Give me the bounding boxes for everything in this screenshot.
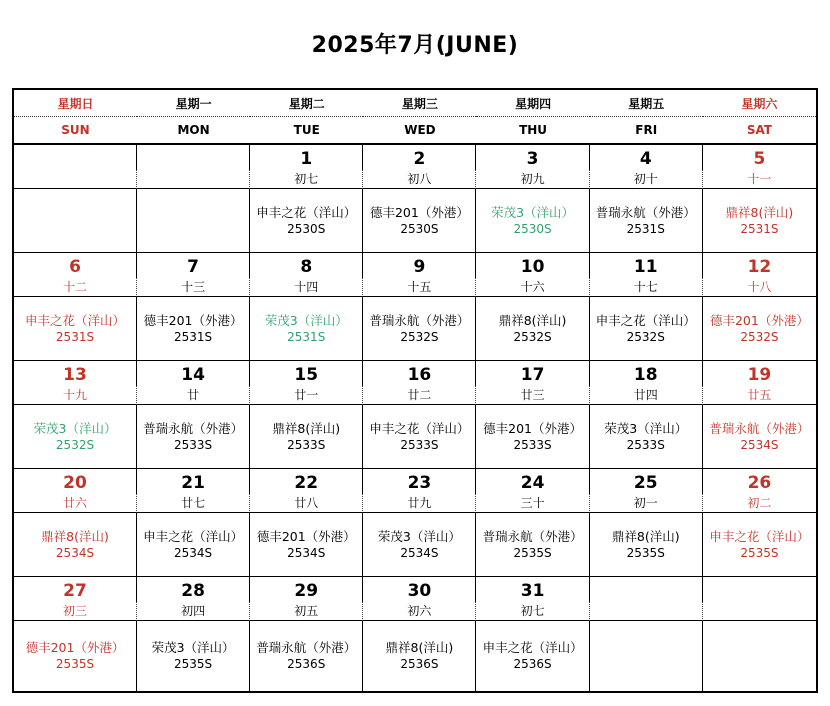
lunar-date-cell xyxy=(703,602,816,621)
day-number-cell xyxy=(363,361,476,386)
weekday-en-mon: MON xyxy=(137,117,250,145)
lunar-date: 初三 xyxy=(62,604,87,618)
schedule-cell xyxy=(363,405,476,469)
day-number: 26 xyxy=(747,473,772,493)
day-number: 27 xyxy=(63,581,87,601)
vessel-name: 普瑞永航（外港） xyxy=(482,528,583,544)
weekday-cn-mon: 星期一 xyxy=(137,90,250,117)
schedule-cell xyxy=(250,405,363,469)
lunar-date: 初七 xyxy=(294,172,319,186)
voyage-number: 2532S xyxy=(55,437,95,452)
schedule-cell xyxy=(363,189,476,253)
schedule-cell xyxy=(703,189,816,253)
voyage-number: 2535S xyxy=(626,545,665,560)
day-number-cell xyxy=(590,361,703,386)
weekday-en-fri: FRI xyxy=(590,117,703,145)
schedule-cell xyxy=(14,405,137,469)
voyage-number: 2536S xyxy=(287,657,326,671)
lunar-date: 三十 xyxy=(520,496,545,510)
lunar-date: 廿五 xyxy=(747,388,772,402)
lunar-date-cell xyxy=(363,278,476,297)
weekday-cn-thu: 星期四 xyxy=(476,90,589,117)
voyage-number: 2530S xyxy=(287,221,326,236)
day-number: 28 xyxy=(181,581,205,601)
vessel-name: 德丰201（外港） xyxy=(143,312,243,328)
schedule-cell xyxy=(14,297,137,361)
schedule-cell xyxy=(590,405,703,469)
day-number: 1 xyxy=(300,149,313,169)
lunar-date-cell xyxy=(14,170,137,189)
lunar-date-cell xyxy=(703,170,816,189)
vessel-name: 申丰之花（洋山） xyxy=(369,420,470,436)
day-number: 9 xyxy=(413,257,426,277)
voyage-number: 2533S xyxy=(513,437,552,452)
voyage-number: 2535S xyxy=(55,657,95,671)
vessel-name: 普瑞永航（外港） xyxy=(256,640,357,655)
weekday-cn-tue: 星期二 xyxy=(250,90,363,117)
voyage-number: 2534S xyxy=(287,545,326,560)
day-number: 2 xyxy=(413,149,426,169)
lunar-date-cell xyxy=(703,278,816,297)
day-number-cell xyxy=(363,145,476,170)
schedule-cell xyxy=(590,513,703,577)
voyage-number: 2536S xyxy=(400,657,439,671)
schedule-cell xyxy=(703,513,816,577)
schedule-cell xyxy=(137,513,250,577)
voyage-number: 2535S xyxy=(740,545,779,560)
day-number-cell xyxy=(476,577,589,602)
voyage-number: 2533S xyxy=(287,437,326,452)
voyage-number: 2534S xyxy=(55,545,95,560)
day-number: 25 xyxy=(633,473,658,493)
lunar-date: 十五 xyxy=(407,280,432,294)
lunar-date-cell xyxy=(137,278,250,297)
lunar-date-cell xyxy=(363,602,476,621)
schedule-cell xyxy=(476,189,589,253)
lunar-date: 廿三 xyxy=(520,388,545,402)
lunar-date: 廿四 xyxy=(633,388,658,402)
lunar-date-cell xyxy=(14,386,137,405)
weekday-en-sun: SUN xyxy=(14,117,137,145)
schedule-cell xyxy=(137,621,250,691)
schedule-cell xyxy=(476,513,589,577)
lunar-date-cell xyxy=(476,494,589,513)
lunar-date-cell xyxy=(590,386,703,405)
lunar-date-cell xyxy=(250,170,363,189)
day-number: 8 xyxy=(300,257,313,277)
lunar-date-cell xyxy=(363,170,476,189)
day-number-cell xyxy=(476,145,589,170)
page-title: 2025年7月(JUNE) xyxy=(311,33,519,58)
vessel-name: 德丰201（外港） xyxy=(369,204,469,220)
vessel-name: 德丰201（外港） xyxy=(25,640,125,655)
day-number-cell xyxy=(703,577,816,602)
day-number: 29 xyxy=(294,581,319,601)
lunar-date-cell xyxy=(250,278,363,297)
vessel-name: 普瑞永航（外港） xyxy=(595,204,696,220)
voyage-number: 2531S xyxy=(174,329,213,344)
vessel-name: 申丰之花（洋山） xyxy=(256,204,357,220)
lunar-date-cell xyxy=(363,494,476,513)
lunar-date: 十六 xyxy=(520,280,545,294)
schedule-cell xyxy=(590,189,703,253)
vessel-name: 鼎祥8(洋山) xyxy=(272,420,341,436)
day-number-cell xyxy=(137,469,250,494)
day-number-cell xyxy=(137,577,250,602)
vessel-name: 荣茂3（洋山） xyxy=(604,420,688,436)
voyage-number: 2532S xyxy=(740,329,779,344)
day-number: 11 xyxy=(633,257,658,277)
schedule-cell xyxy=(14,621,137,691)
vessel-name: 普瑞永航（外港） xyxy=(369,312,470,328)
lunar-date-cell xyxy=(703,386,816,405)
lunar-date: 十九 xyxy=(62,388,87,402)
schedule-cell xyxy=(250,621,363,691)
weekday-en-sat: SAT xyxy=(703,117,816,145)
lunar-date: 廿 xyxy=(187,388,200,402)
schedule-cell xyxy=(137,297,250,361)
schedule-cell xyxy=(703,405,816,469)
day-number: 20 xyxy=(63,473,87,493)
lunar-date-cell xyxy=(250,494,363,513)
schedule-cell xyxy=(476,405,589,469)
lunar-date-cell xyxy=(363,386,476,405)
day-number: 14 xyxy=(181,365,205,385)
schedule-cell xyxy=(476,297,589,361)
day-number: 5 xyxy=(753,149,766,169)
voyage-number: 2533S xyxy=(174,437,213,452)
day-number-cell xyxy=(250,469,363,494)
vessel-name: 鼎祥8(洋山) xyxy=(41,528,109,544)
weekday-cn-fri: 星期五 xyxy=(590,90,703,117)
vessel-name: 荣茂3（洋山） xyxy=(33,420,117,436)
day-number-cell xyxy=(703,469,816,494)
lunar-date: 初九 xyxy=(520,172,545,186)
schedule-cell xyxy=(137,405,250,469)
day-number-cell xyxy=(137,361,250,386)
weekday-cn-wed: 星期三 xyxy=(363,90,476,117)
day-number-cell xyxy=(14,361,137,386)
calendar-table xyxy=(12,88,818,693)
vessel-name: 申丰之花（洋山） xyxy=(24,312,125,328)
voyage-number: 2531S xyxy=(740,221,779,236)
vessel-name: 荣茂3（洋山） xyxy=(491,204,575,220)
lunar-date: 廿一 xyxy=(294,388,319,402)
day-number-cell xyxy=(363,577,476,602)
lunar-date-cell xyxy=(250,386,363,405)
schedule-cell xyxy=(363,297,476,361)
voyage-number: 2533S xyxy=(400,437,439,452)
day-number-cell xyxy=(476,469,589,494)
day-number: 23 xyxy=(407,473,432,493)
voyage-number: 2534S xyxy=(174,545,213,560)
lunar-date: 初二 xyxy=(747,496,772,510)
day-number-cell xyxy=(476,361,589,386)
day-number-cell xyxy=(703,361,816,386)
lunar-date: 廿二 xyxy=(407,388,432,402)
vessel-name: 普瑞永航（外港） xyxy=(143,420,244,436)
lunar-date: 初八 xyxy=(407,172,432,186)
lunar-date-cell xyxy=(590,494,703,513)
day-number-cell xyxy=(137,145,250,170)
voyage-number: 2532S xyxy=(400,329,439,344)
schedule-cell xyxy=(14,189,137,253)
schedule-cell xyxy=(363,621,476,691)
lunar-date-cell xyxy=(137,494,250,513)
lunar-date: 初十 xyxy=(633,172,658,186)
lunar-date-cell xyxy=(14,278,137,297)
day-number-cell xyxy=(363,469,476,494)
lunar-date-cell xyxy=(250,602,363,621)
day-number: 17 xyxy=(520,365,545,385)
day-number-cell xyxy=(250,361,363,386)
lunar-date: 廿九 xyxy=(407,496,432,510)
schedule-cell xyxy=(363,513,476,577)
schedule-cell xyxy=(590,297,703,361)
weekday-en-wed: WED xyxy=(363,117,476,145)
day-number: 12 xyxy=(747,257,772,277)
vessel-name: 申丰之花（洋山） xyxy=(709,528,810,544)
vessel-name: 德丰201（外港） xyxy=(483,420,582,436)
vessel-name: 德丰201（外港） xyxy=(256,528,356,544)
day-number-cell xyxy=(250,145,363,170)
day-number-cell xyxy=(476,253,589,278)
lunar-date: 初四 xyxy=(181,604,206,618)
day-number-cell xyxy=(250,253,363,278)
lunar-date: 廿六 xyxy=(62,496,87,510)
weekday-en-tue: TUE xyxy=(250,117,363,145)
lunar-date-cell xyxy=(476,602,589,621)
day-number-cell xyxy=(14,253,137,278)
lunar-date-cell xyxy=(137,602,250,621)
lunar-date-cell xyxy=(590,602,703,621)
vessel-name: 申丰之花（洋山） xyxy=(595,312,696,328)
day-number: 7 xyxy=(187,257,199,277)
day-number-cell xyxy=(14,469,137,494)
day-number: 16 xyxy=(407,365,432,385)
voyage-number: 2536S xyxy=(513,657,552,671)
schedule-cell xyxy=(137,189,250,253)
schedule-cell xyxy=(250,513,363,577)
lunar-date-cell xyxy=(476,278,589,297)
voyage-number: 2532S xyxy=(513,329,552,344)
lunar-date: 廿七 xyxy=(181,496,206,510)
day-number: 3 xyxy=(526,149,539,169)
vessel-name: 申丰之花（洋山） xyxy=(143,528,244,544)
day-number: 18 xyxy=(633,365,658,385)
vessel-name: 鼎祥8(洋山) xyxy=(498,312,567,328)
day-number-cell xyxy=(250,577,363,602)
lunar-date: 廿八 xyxy=(294,496,319,510)
day-number-cell xyxy=(14,577,137,602)
voyage-number: 2535S xyxy=(174,657,213,671)
day-number-cell xyxy=(590,145,703,170)
day-number: 24 xyxy=(520,473,545,493)
lunar-date-cell xyxy=(590,278,703,297)
voyage-number: 2531S xyxy=(55,329,95,344)
voyage-number: 2531S xyxy=(626,221,665,236)
voyage-number: 2530S xyxy=(513,221,552,236)
lunar-date-cell xyxy=(14,494,137,513)
weekday-cn-sun: 星期日 xyxy=(14,90,137,117)
voyage-number: 2533S xyxy=(626,437,665,452)
day-number-cell xyxy=(590,253,703,278)
vessel-name: 德丰201（外港） xyxy=(709,312,809,328)
schedule-cell xyxy=(250,189,363,253)
weekday-cn-sat: 星期六 xyxy=(703,90,816,117)
day-number-cell xyxy=(14,145,137,170)
vessel-name: 普瑞永航（外港） xyxy=(709,420,810,436)
day-number: 31 xyxy=(520,581,545,601)
day-number: 13 xyxy=(63,365,87,385)
day-number: 4 xyxy=(639,149,652,169)
lunar-date: 十七 xyxy=(633,280,658,294)
voyage-number: 2534S xyxy=(400,545,439,560)
vessel-name: 鼎祥8(洋山) xyxy=(725,204,794,220)
lunar-date-cell xyxy=(14,602,137,621)
lunar-date-cell xyxy=(137,386,250,405)
voyage-number: 2531S xyxy=(287,329,326,344)
day-number: 15 xyxy=(294,365,319,385)
day-number: 22 xyxy=(294,473,319,493)
day-number-cell xyxy=(703,145,816,170)
lunar-date: 十一 xyxy=(747,172,772,186)
day-number: 10 xyxy=(520,257,545,277)
day-number: 6 xyxy=(69,257,81,277)
vessel-name: 鼎祥8(洋山) xyxy=(611,528,680,544)
day-number-cell xyxy=(703,253,816,278)
lunar-date: 十三 xyxy=(181,280,206,294)
schedule-cell xyxy=(476,621,589,691)
lunar-date-cell xyxy=(590,170,703,189)
voyage-number: 2535S xyxy=(513,545,552,560)
schedule-cell xyxy=(703,297,816,361)
lunar-date-cell xyxy=(137,170,250,189)
voyage-number: 2534S xyxy=(740,437,779,452)
vessel-name: 鼎祥8(洋山) xyxy=(385,640,454,655)
lunar-date: 初五 xyxy=(294,604,319,618)
schedule-cell xyxy=(703,621,816,691)
lunar-date-cell xyxy=(476,386,589,405)
lunar-date-cell xyxy=(476,170,589,189)
lunar-date: 初一 xyxy=(633,496,658,510)
vessel-name: 荣茂3（洋山） xyxy=(264,312,348,328)
lunar-date-cell xyxy=(703,494,816,513)
lunar-date: 十四 xyxy=(294,280,319,294)
day-number-cell xyxy=(363,253,476,278)
day-number-cell xyxy=(137,253,250,278)
day-number-cell xyxy=(590,469,703,494)
lunar-date: 十二 xyxy=(62,280,87,294)
lunar-date: 初七 xyxy=(520,604,545,618)
voyage-number: 2532S xyxy=(626,329,665,344)
schedule-cell xyxy=(14,513,137,577)
lunar-date: 十八 xyxy=(747,280,772,294)
day-number: 19 xyxy=(747,365,772,385)
lunar-date: 初六 xyxy=(407,604,432,618)
vessel-name: 申丰之花（洋山） xyxy=(482,640,583,655)
day-number: 21 xyxy=(181,473,205,493)
day-number: 30 xyxy=(407,581,432,601)
voyage-number: 2530S xyxy=(400,221,439,236)
schedule-cell xyxy=(250,297,363,361)
day-number-cell xyxy=(590,577,703,602)
vessel-name: 荣茂3（洋山） xyxy=(377,528,461,544)
weekday-en-thu: THU xyxy=(476,117,589,145)
vessel-name: 荣茂3（洋山） xyxy=(151,640,235,655)
schedule-cell xyxy=(590,621,703,691)
